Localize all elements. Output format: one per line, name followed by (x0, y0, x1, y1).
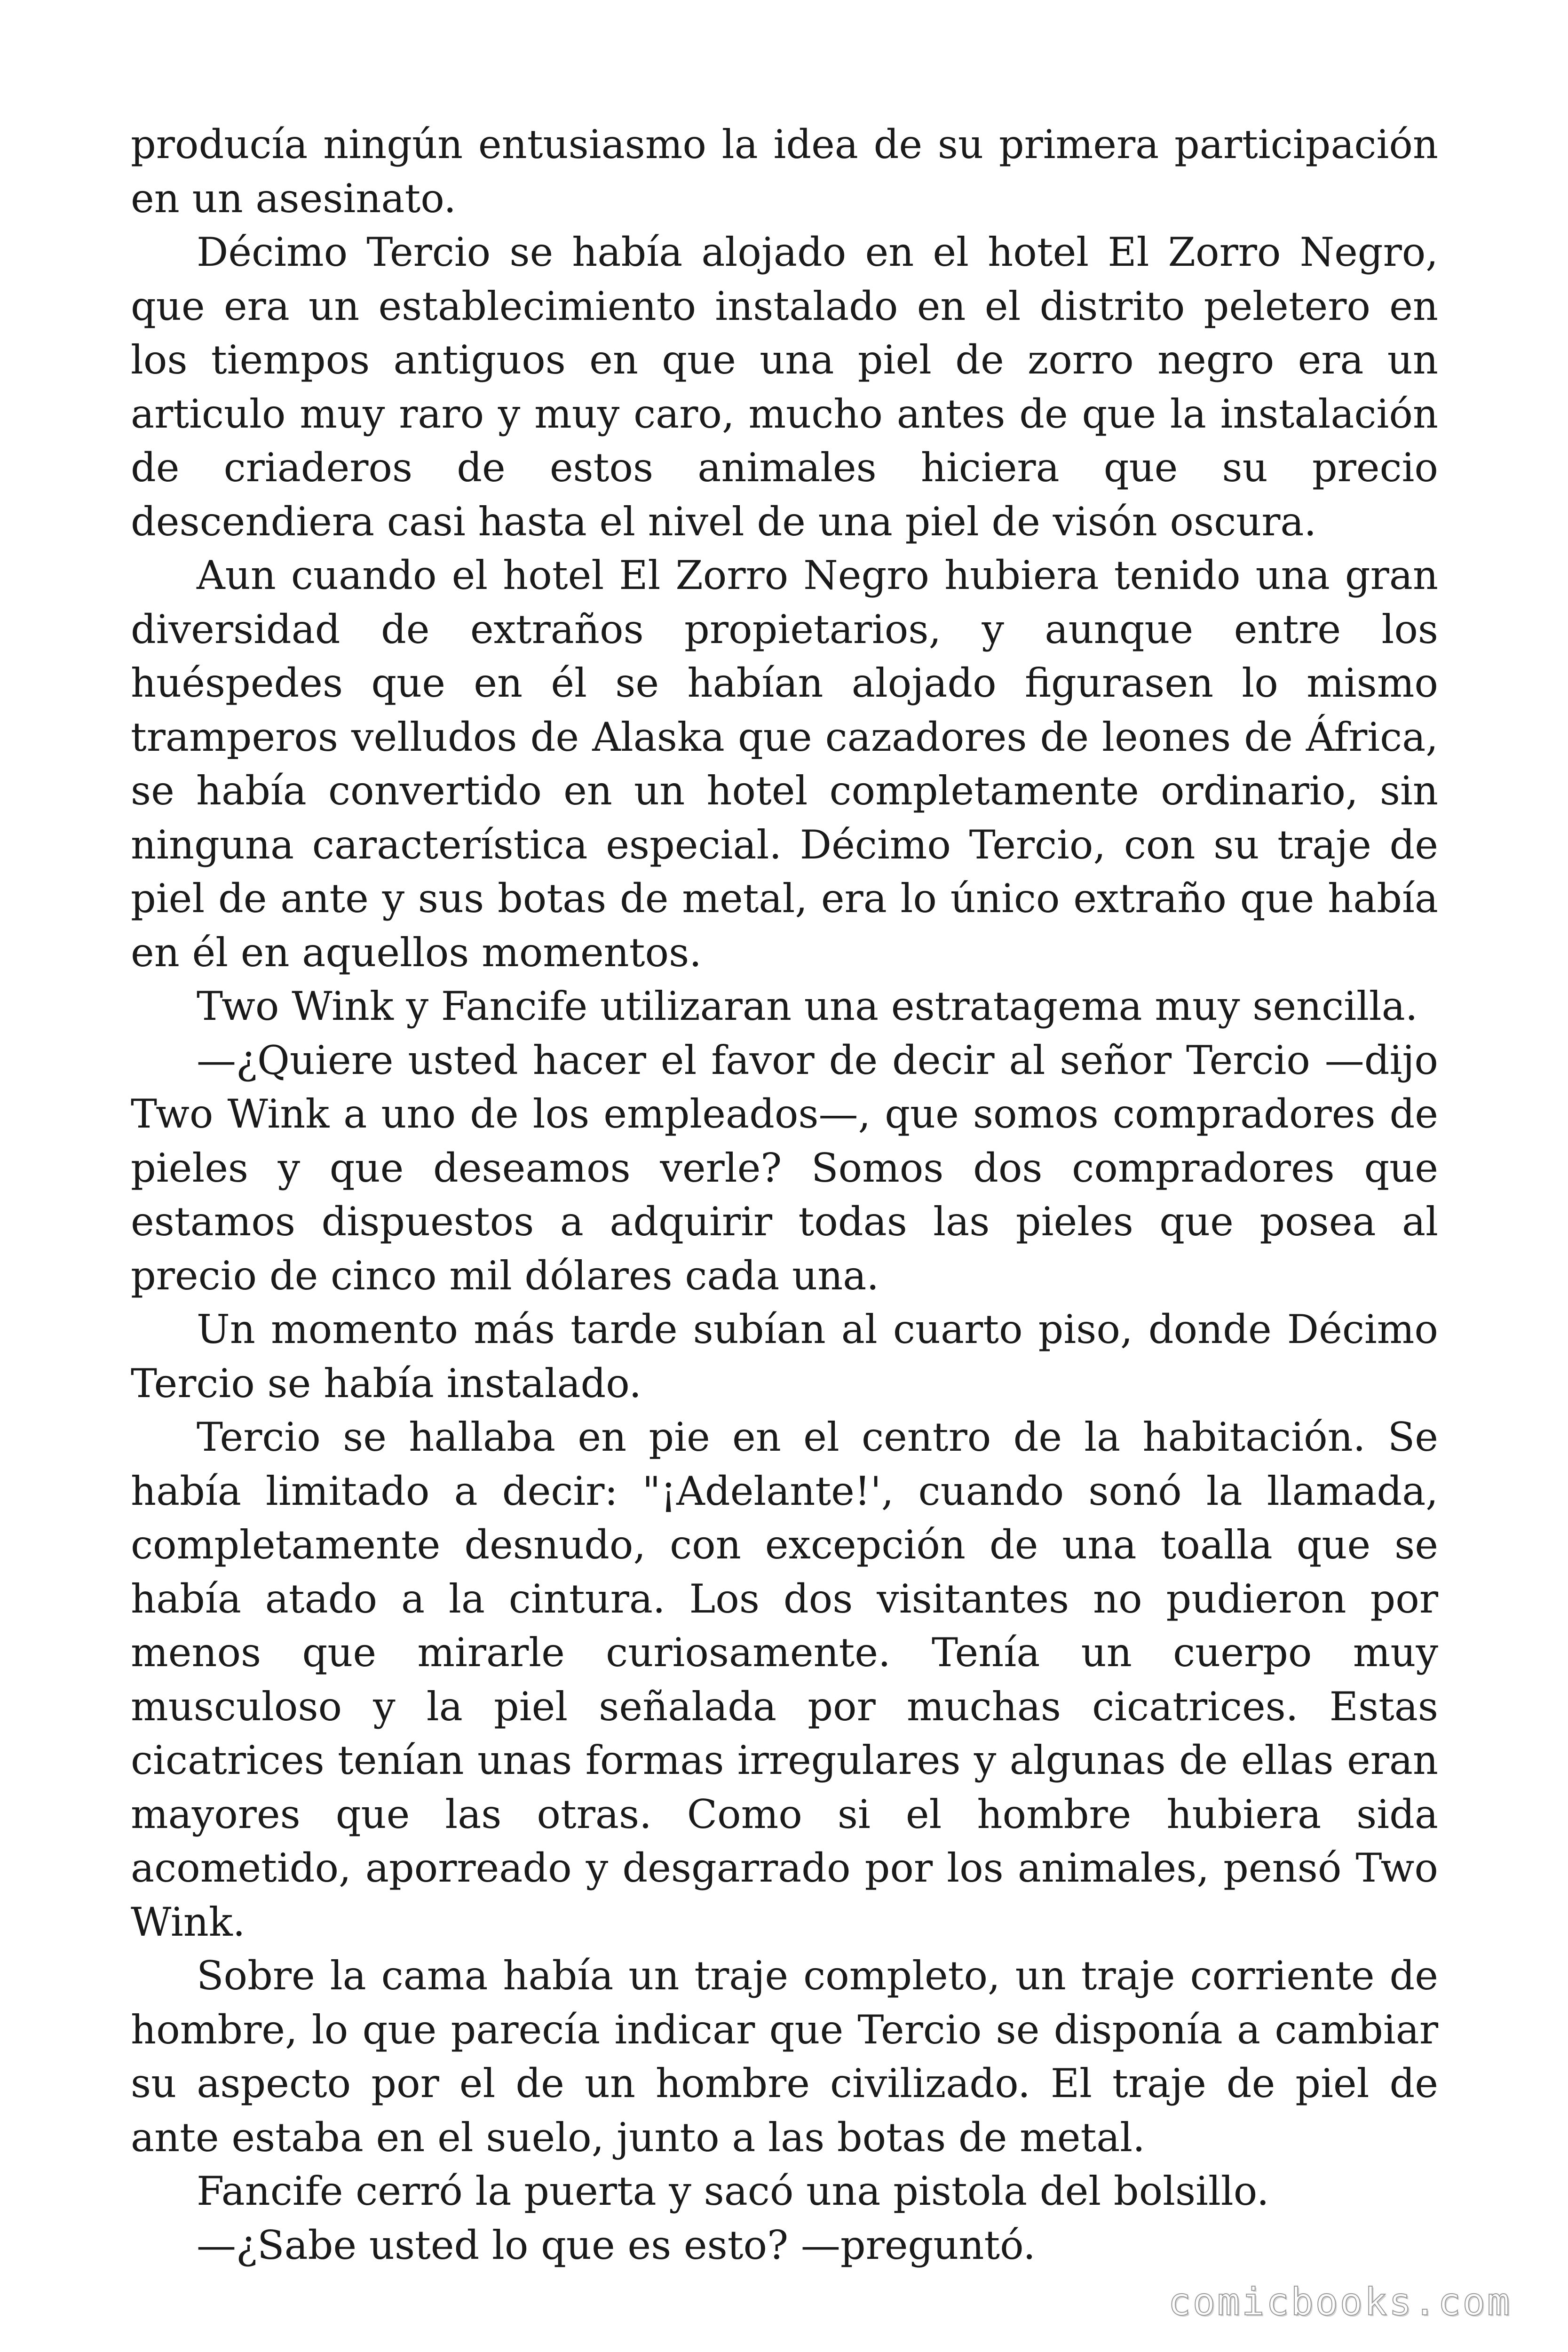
body-text (131, 118, 1438, 2272)
paragraph: Two Wink y Fancife utilizaran una estratagema muy sencilla. (197, 983, 1418, 1029)
paragraph: Un momento más tarde subían al cuarto piso, donde Décimo Tercio se había instalado. (131, 1306, 1438, 1406)
paragraph: Aun cuando el hotel El Zorro Negro hubiera tenido una gran diversidad de extraños propietarios, y aunque entre los huéspedes que en él se habían alojado figurasen lo mismo tramperos velludos de Alaska que cazadores de leones de África, se había convertido en un hotel completamente ordinario, sin ninguna característica especial. Décimo Tercio, con su traje de piel de ante y sus botas de metal, era lo único extraño que había en él en aquellos momentos. (131, 552, 1438, 976)
paragraph: Décimo Tercio se había alojado en el hotel El Zorro Negro, que era un establecimiento instalado en el distrito peletero en los tiempos antiguos en que una piel de zorro negro era un articulo muy raro y muy caro, mucho antes de que la instalación de criaderos de estos animales hiciera que su precio descendiera casi hasta el nivel de una piel de visón oscura. (131, 229, 1438, 545)
paragraph: Sobre la cama había un traje completo, un traje corriente de hombre, lo que parecía indicar que Tercio se disponía a cambiar su aspecto por el de un hombre civilizado. El traje de piel de ante estaba en el suelo, junto a las botas de metal. (131, 1953, 1438, 2161)
paragraph: —¿Quiere usted hacer el favor de decir al señor Tercio —dijo Two Wink a uno de los empleados—, que somos compradores de pieles y que deseamos verle? Somos dos compradores que estamos dispuestos a adquirir todas las pieles que posea al precio de cinco mil dólares cada una. (131, 1037, 1438, 1299)
watermark: comicbooks.com (1168, 2280, 1512, 2324)
paragraph: —¿Sabe usted lo que es esto? —preguntó. (197, 2222, 1036, 2268)
paragraph: Fancife cerró la puerta y sacó una pistola del bolsillo. (197, 2168, 1269, 2214)
paragraph: producía ningún entusiasmo la idea de su primera participación en un asesinato. (131, 121, 1438, 222)
paragraph: Tercio se hallaba en pie en el centro de la habitación. Se había limitado a decir: "¡Adelante!', cuando sonó la llamada, completamente desnudo, con excepción de una toalla que se había atado a la cintura. Los dos visitantes no pudieron por menos que mirarle curiosamente. Tenía un cuerpo muy musculoso y la piel señalada por muchas cicatrices. Estas cicatrices tenían unas formas irregulares y algunas de ellas eran mayores que las otras. Como si el hombre hubiera sida acometido, aporreado y desgarrado por los animales, pensó Two Wink. (131, 1414, 1438, 1945)
